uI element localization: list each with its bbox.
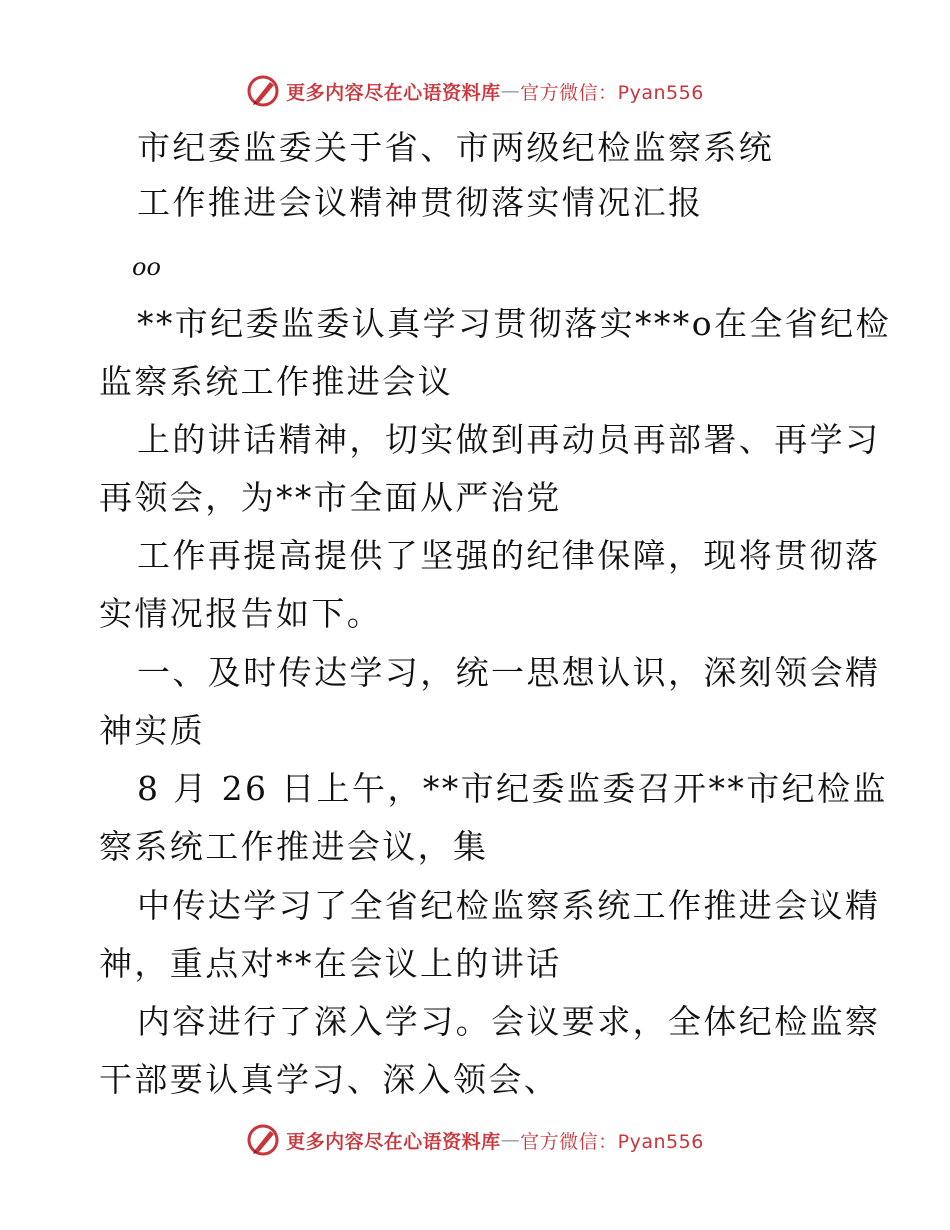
banner-wechat-text: 官方微信：Pyan556 [520,81,704,104]
body-line: 上的讲话精神，切实做到再动员再部署、再学习 [137,420,881,459]
doc-mark: oo [132,253,161,281]
body-line: 中传达学习了全省纪检监察系统工作推进会议精 [137,886,881,925]
pen-logo-icon [246,1123,280,1157]
banner-dash: — [500,80,521,102]
body-line: 内容进行了深入学习。会议要求，全体纪检监察 [137,1002,881,1041]
footer-banner [0,1120,950,1160]
body-line: 干部要认真学习、深入领会、 [99,1060,560,1099]
section-heading-1-cont: 神实质 [99,711,206,750]
body-line: **市纪委监委认真学习贯彻落实***o在全省纪检 [137,304,891,343]
banner-main-text: 更多内容尽在心语资料库 [286,1130,501,1153]
doc-title-line-2: 工作推进会议精神贯彻落实情况汇报 [137,183,704,222]
body-line: 工作再提高提供了坚强的纪律保障，现将贯彻落 [137,536,881,575]
doc-title-line-1: 市纪委监委关于省、市两级纪检监察系统 [137,128,775,167]
banner-wechat-text: 官方微信：Pyan556 [520,1130,704,1153]
section-heading-1: 一、及时传达学习，统一思想认识，深刻领会精 [137,653,881,692]
banner-dash: — [500,1129,521,1151]
body-line: 实情况报告如下。 [99,594,383,633]
banner-main-text: 更多内容尽在心语资料库 [286,81,501,104]
body-line: 察系统工作推进会议，集 [99,827,489,866]
body-line: 8 月 26 日上午，**市纪委监委召开**市纪检监 [137,769,888,808]
body-line: 神，重点对**在会议上的讲话 [99,944,562,983]
body-line: 监察系统工作推进会议 [99,362,453,401]
body-line: 再领会，为**市全面从严治党 [99,478,562,517]
